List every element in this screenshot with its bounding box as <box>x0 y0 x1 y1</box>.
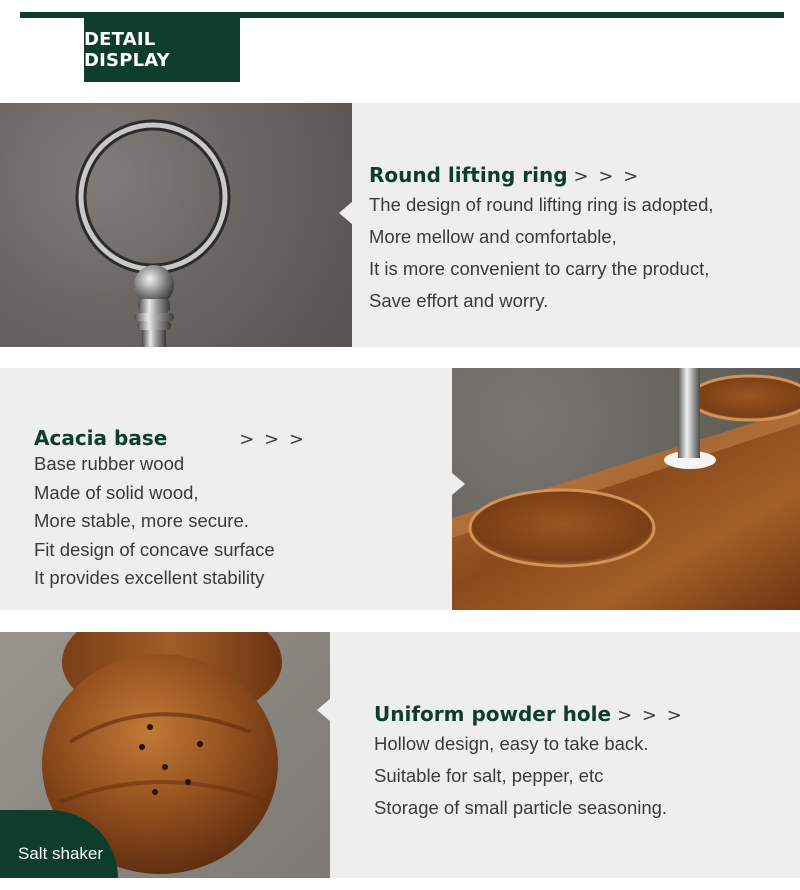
lifting-ring-description <box>369 163 714 317</box>
feature-line: More mellow and comfortable, <box>369 226 617 247</box>
chevron-arrows-icon: > > > <box>573 166 641 187</box>
feature-line: It is more convenient to carry the product, <box>369 258 710 279</box>
lifting-ring-photo <box>0 103 352 347</box>
acacia-base-photo <box>452 368 800 610</box>
feature-line: It provides excellent stability <box>34 567 265 588</box>
powder-hole-description <box>374 702 684 824</box>
chevron-arrows-icon: > > > <box>239 429 306 450</box>
salt-shaker-photo <box>0 632 330 878</box>
feature-line: Suitable for salt, pepper, etc <box>374 765 604 786</box>
acacia-base-illustration <box>452 368 800 610</box>
section-header <box>84 18 240 82</box>
feature-line: Made of solid wood, <box>34 481 199 503</box>
feature-line: Fit design of concave surface <box>34 538 275 560</box>
detail-panel-powder-hole <box>0 632 800 878</box>
feature-title: Acacia base <box>34 426 168 450</box>
pointer-notch <box>339 201 352 225</box>
feature-line: More stable, more secure. <box>34 510 249 531</box>
detail-panel-acacia-base <box>0 368 800 610</box>
feature-title: Round lifting ring <box>369 163 568 187</box>
feature-line: Storage of small particle seasoning. <box>374 797 668 818</box>
chevron-arrows-icon: > > > <box>617 705 684 726</box>
feature-line: Save effort and worry. <box>369 290 549 311</box>
section-header-title: DETAIL DISPLAY <box>84 29 170 71</box>
acacia-base-description <box>34 426 306 593</box>
feature-line: Base rubber wood <box>34 453 185 474</box>
feature-title: Uniform powder hole <box>374 702 612 726</box>
detail-panel-lifting-ring <box>0 103 800 347</box>
pointer-notch <box>452 472 465 496</box>
pointer-notch <box>317 698 330 722</box>
feature-line: The design of round lifting ring is adopted, <box>369 194 714 215</box>
feature-line: Hollow design, easy to take back. <box>374 733 649 754</box>
lifting-ring-illustration <box>0 103 352 347</box>
product-caption: Salt shaker <box>18 844 104 863</box>
